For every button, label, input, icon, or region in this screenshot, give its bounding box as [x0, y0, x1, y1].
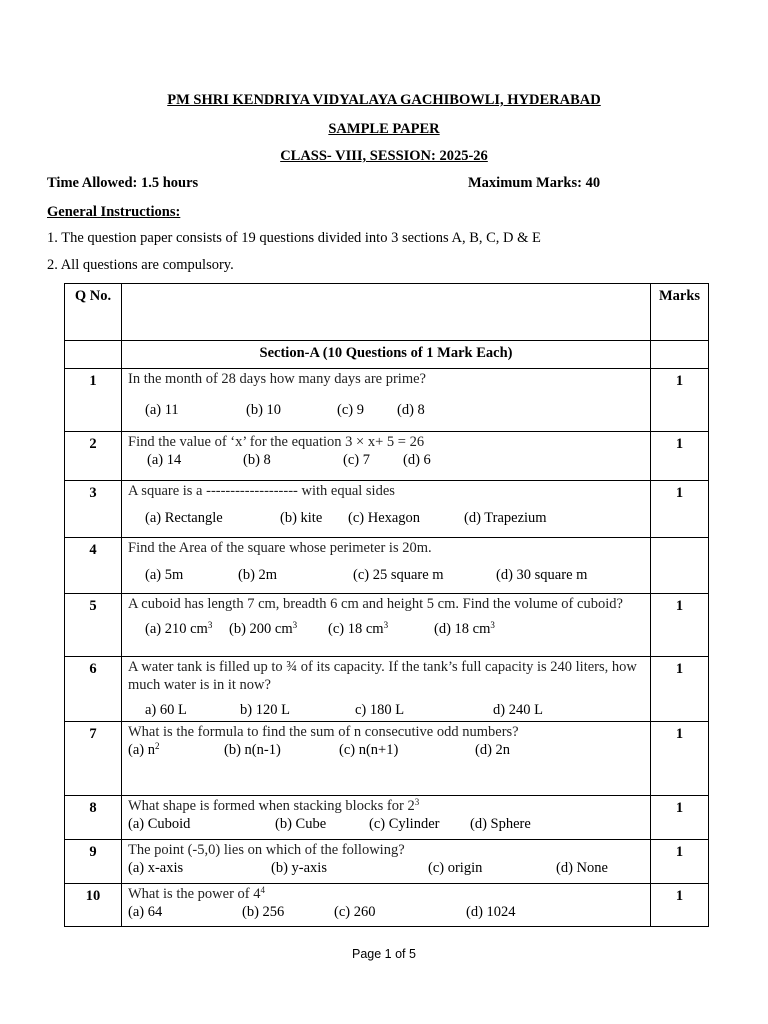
question-cell [122, 538, 651, 594]
question-number: 3 [65, 481, 122, 538]
col-marks-header: Marks [651, 284, 709, 341]
table-row [65, 594, 709, 657]
option: (a) $n^2$ [128, 741, 160, 758]
school-title: PM SHRI KENDRIYA VIDYALAYA GACHIBOWLI, HYDERABAD [167, 92, 601, 108]
option: (b) 200 $cm^3$ [229, 620, 298, 637]
question-cell [122, 796, 651, 840]
option: (d) Trapezium [464, 510, 547, 526]
option: (b) 8 [243, 452, 271, 468]
options [128, 509, 644, 529]
question-text: What is the power of $4^4$ [128, 885, 265, 902]
option: (c) 18 $cm^3$ [328, 620, 389, 637]
option: (b) y-axis [271, 860, 327, 876]
section-blank-cell [651, 341, 709, 369]
option: (a) Rectangle [145, 510, 223, 526]
question-cell [122, 432, 651, 481]
col-qno-header: Q No. [65, 284, 122, 341]
question-number: 6 [65, 657, 122, 722]
table-row [65, 722, 709, 796]
option: (c) 25 square m [353, 567, 444, 583]
table-header-row [65, 284, 709, 341]
option: (c) 9 [337, 402, 364, 418]
option: (a) 210 $cm^3$ [145, 620, 213, 637]
question-cell [122, 369, 651, 432]
question-cell [122, 594, 651, 657]
instructions-heading: General Instructions: [47, 204, 181, 220]
question-cell [122, 884, 651, 927]
time-allowed: Time Allowed: 1.5 hours [47, 175, 199, 191]
option: (d) None [556, 860, 608, 876]
options [128, 451, 644, 471]
question-number: 4 [65, 538, 122, 594]
option: (a) 11 [145, 402, 179, 418]
options [128, 859, 644, 879]
option: (a) Cuboid [128, 816, 191, 832]
question-marks: 1 [651, 432, 709, 481]
options [128, 903, 644, 923]
question-cell [122, 840, 651, 884]
question-cell [122, 722, 651, 796]
option: (b) 256 [242, 904, 285, 920]
question-text: What is the formula to find the sum of n consecutive odd numbers? [128, 724, 519, 740]
table-row [65, 538, 709, 594]
option: (b) Cube [275, 816, 327, 832]
question-marks: 1 [651, 796, 709, 840]
question-table [64, 283, 709, 927]
question-marks: 1 [651, 657, 709, 722]
question-number: 10 [65, 884, 122, 927]
option: (b) n(n-1) [224, 742, 281, 758]
page-footer: Page 1 of 5 [352, 947, 416, 961]
table-row [65, 840, 709, 884]
question-number: 7 [65, 722, 122, 796]
header-blank-cell [122, 284, 651, 341]
section-row [65, 341, 709, 369]
question-marks: 1 [651, 369, 709, 432]
instruction-item: 2. All questions are compulsory. [47, 257, 234, 273]
question-text: What shape is formed when stacking blocks for $2^3$ [128, 797, 420, 814]
section-blank-cell [65, 341, 122, 369]
table-row [65, 369, 709, 432]
paper-title: SAMPLE PAPER [328, 121, 440, 137]
question-number: 1 [65, 369, 122, 432]
option: (c) Cylinder [369, 816, 440, 832]
option: (c) origin [428, 860, 483, 876]
option: (d) 1024 [466, 904, 516, 920]
question-number: 2 [65, 432, 122, 481]
section-a-heading: Section-A (10 Questions of 1 Mark Each) [122, 341, 651, 369]
question-text: A cuboid has length 7 cm, breadth 6 cm and height 5 cm. Find the volume of cuboid? [128, 596, 623, 612]
option: (a) 14 [147, 452, 182, 468]
option: (b) 10 [246, 402, 282, 418]
question-marks: 1 [651, 481, 709, 538]
option: (a) 5m [145, 567, 184, 583]
question-number: 5 [65, 594, 122, 657]
question-text: Find the value of ‘x’ for the equation 3 × x+ 5 = 26 [128, 434, 425, 450]
table-row [65, 432, 709, 481]
option: (b) 2m [238, 567, 278, 583]
option: (d) Sphere [470, 816, 531, 832]
question-text: The point (-5,0) lies on which of the following? [128, 842, 405, 858]
options [128, 815, 644, 835]
question-cell [122, 657, 651, 722]
max-marks: Maximum Marks: 40 [468, 175, 601, 191]
question-cell [122, 481, 651, 538]
option: (b) kite [280, 510, 323, 526]
options [128, 741, 644, 761]
options [128, 701, 644, 721]
option: (c) 260 [334, 904, 376, 920]
table-row [65, 657, 709, 722]
table-row [65, 884, 709, 927]
instruction-item: 1. The question paper consists of 19 questions divided into 3 sections A, B, C, D & E [47, 230, 541, 246]
options [128, 620, 644, 640]
class-session: CLASS- VIII, SESSION: 2025-26 [280, 148, 488, 164]
option: b) 120 L [240, 702, 290, 718]
option: (a) x-axis [128, 860, 184, 876]
options [128, 401, 644, 421]
question-marks [651, 538, 709, 594]
option: a) 60 L [145, 702, 187, 718]
question-marks: 1 [651, 594, 709, 657]
question-text: In the month of 28 days how many days are prime? [128, 371, 426, 387]
option: (c) 7 [343, 452, 370, 468]
question-marks: 1 [651, 840, 709, 884]
question-number: 8 [65, 796, 122, 840]
option: (c) n(n+1) [339, 742, 399, 758]
option: (d) 6 [403, 452, 431, 468]
option: (d) 18 $cm^3$ [434, 620, 495, 637]
option: c) 180 L [355, 702, 405, 718]
option: (d) 30 square m [496, 567, 588, 583]
option: (d) 2n [475, 742, 511, 758]
option: (a) 64 [128, 904, 163, 920]
options [128, 566, 644, 586]
table-row [65, 481, 709, 538]
question-text: A square is a ------------------- with equal sides [128, 483, 395, 499]
question-marks: 1 [651, 722, 709, 796]
question-text: Find the Area of the square whose perimeter is 20m. [128, 540, 432, 556]
table-row [65, 796, 709, 840]
question-marks: 1 [651, 884, 709, 927]
option: (c) Hexagon [348, 510, 421, 526]
question-number: 9 [65, 840, 122, 884]
option: (d) 8 [397, 402, 425, 418]
question-text: A water tank is filled up to ¾ of its capacity. If the tank’s full capacity is 240 liters, how much water is in it now? [128, 659, 637, 693]
option: d) 240 L [493, 702, 543, 718]
